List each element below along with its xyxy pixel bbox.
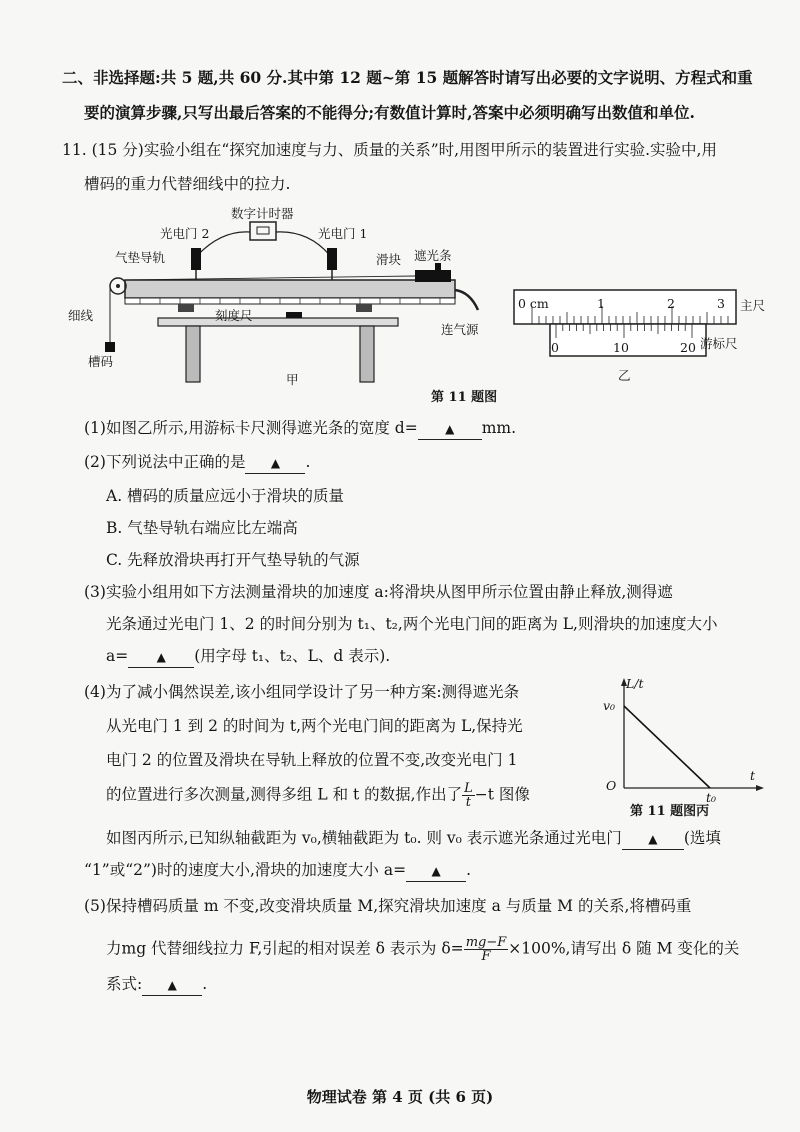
- caliper-main-tick-2: 2: [667, 296, 675, 311]
- fraction-relative-error: $\frac{mg-F}{F}$: [465, 935, 507, 964]
- q11-part5-line3: 系式: ▲ .: [106, 974, 207, 996]
- label-air-source: 连气源: [441, 322, 479, 337]
- graph-y-axis-label: L/t: [626, 676, 644, 691]
- answer-blank-4a[interactable]: ▲: [622, 828, 684, 850]
- q11-part5-line1: (5)保持槽码质量 m 不变,改变滑块质量 M,探究滑块加速度 a 与质量 M 的关系,将槽码重: [84, 897, 692, 915]
- label-string: 细线: [68, 308, 94, 323]
- section-instructions-line1: 二、非选择题:共 5 题,共 60 分.其中第 12 题~第 15 题解答时请写出必要的文字说明、方程式和重: [62, 68, 753, 87]
- label-slider: 滑块: [376, 252, 402, 267]
- label-figure-jia: 甲: [286, 372, 299, 387]
- q11-part4-line1: (4)为了减小偶然误差,该小组同学设计了另一种方案:测得遮光条: [84, 683, 520, 701]
- caliper-main-tick-3: 3: [717, 296, 725, 311]
- caliper-cm-label: 0 cm: [518, 296, 549, 311]
- answer-blank-2[interactable]: ▲: [245, 452, 305, 474]
- q11-part1: (1)如图乙所示,用游标卡尺测得遮光条的宽度 d= ▲ mm.: [84, 418, 516, 440]
- q11-part4-line3: 电门 2 的位置及滑块在导轨上释放的位置不变,改变光电门 1: [106, 751, 518, 769]
- caliper-vernier-tick-10: 10: [613, 340, 629, 355]
- figure-caption: 第 11 题图: [431, 390, 498, 405]
- caliper-vernier-tick-20: 20: [680, 340, 696, 355]
- graph-x-intercept: t₀: [706, 790, 717, 805]
- label-air-track: 气垫导轨: [115, 250, 166, 265]
- graph-x-axis-label: t: [750, 768, 756, 783]
- graph-caption: 第 11 题图丙: [630, 804, 710, 819]
- label-photogate-1: 光电门 1: [318, 226, 368, 241]
- label-scale: 刻度尺: [215, 308, 253, 323]
- label-photogate-2: 光电门 2: [160, 226, 210, 241]
- figure-jia-air-track: [60, 200, 500, 390]
- fraction-L-over-t: $\frac{L}{t}$: [464, 781, 473, 810]
- page-footer: 物理试卷 第 4 页 (共 6 页): [306, 1088, 494, 1106]
- label-weight: 槽码: [88, 354, 114, 369]
- graph-y-intercept: v₀: [603, 698, 616, 713]
- graph-origin: O: [606, 778, 617, 793]
- q11-intro-line1: 11. (15 分)实验小组在“探究加速度与力、质量的关系”时,用图甲所示的装置进行实验.实验中,用: [62, 141, 717, 159]
- caliper-main-tick-1: 1: [597, 296, 605, 311]
- q11-intro-line2: 槽码的重力代替细线中的拉力.: [84, 175, 291, 193]
- figure-bing-graph: [600, 676, 770, 806]
- answer-blank-5[interactable]: ▲: [142, 974, 202, 996]
- section-instructions-line2: 要的演算步骤,只写出最后答案的不能得分;有数值计算时,答案中必须明确写出数值和单位.: [84, 103, 695, 122]
- q11-part4-line6: “1”或“2”)时的速度大小,滑块的加速度大小 a= ▲ .: [84, 860, 471, 882]
- option-a: A. 槽码的质量应远小于滑块的质量: [106, 487, 345, 505]
- caliper-main-scale-label: 主尺: [740, 298, 766, 313]
- q11-part3-line1: (3)实验小组用如下方法测量滑块的加速度 a:将滑块从图甲所示位置由静止释放,测得遮: [84, 583, 673, 601]
- option-c: C. 先释放滑块再打开气垫导轨的气源: [106, 551, 360, 569]
- q11-part2: (2)下列说法中正确的是 ▲ .: [84, 452, 310, 474]
- answer-blank-3[interactable]: ▲: [128, 646, 194, 668]
- label-digital-timer: 数字计时器: [231, 206, 294, 221]
- q11-part4-line2: 从光电门 1 到 2 的时间为 t,两个光电门间的距离为 L,保持光: [106, 717, 523, 735]
- label-figure-yi: 乙: [618, 368, 631, 383]
- option-b: B. 气垫导轨右端应比左端高: [106, 519, 298, 537]
- q11-part3-line3: a= ▲ (用字母 t₁、t₂、L、d 表示).: [106, 646, 390, 668]
- q11-part4-line5: 如图丙所示,已知纵轴截距为 v₀,横轴截距为 t₀. 则 v₀ 表示遮光条通过光电门 ▲ (选填: [106, 828, 721, 850]
- q11-part4-line4: 的位置进行多次测量,测得多组 L 和 t 的数据,作出了 $\frac{L}{t}$ −t 图像: [106, 781, 530, 810]
- q11-part5-line2: 力mg 代替细线拉力 F,引起的相对误差 δ 表示为 δ= $\frac{mg-F}{F}$ ×100%,请写出 δ 随 M 变化的关: [106, 935, 740, 964]
- graph-line: [624, 706, 710, 788]
- caliper-vernier-scale-label: 游标尺: [700, 336, 738, 351]
- caliper-vernier-tick-0: 0: [551, 340, 559, 355]
- label-shade-strip: 遮光条: [414, 248, 452, 263]
- q11-part3-line2: 光条通过光电门 1、2 的时间分别为 t₁、t₂,两个光电门间的距离为 L,则滑块的加速度大小: [106, 615, 718, 633]
- answer-blank-4b[interactable]: ▲: [406, 860, 466, 882]
- answer-blank-1[interactable]: ▲: [418, 418, 482, 440]
